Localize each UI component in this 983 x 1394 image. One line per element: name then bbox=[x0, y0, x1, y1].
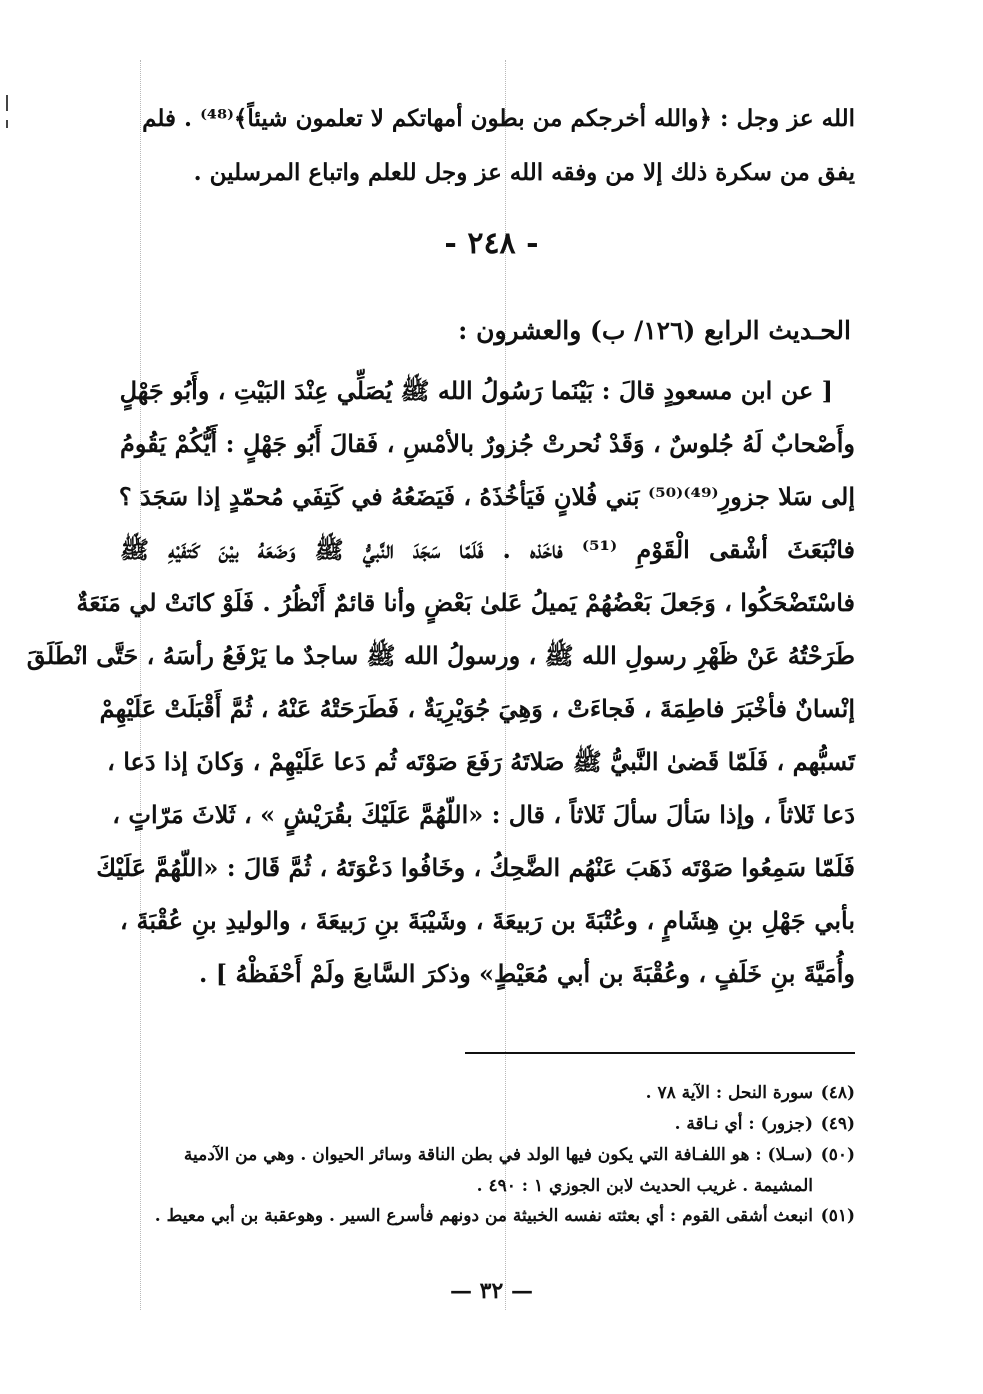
hadith-line: إلى سَلا جزورِ⁽⁴⁹⁾⁽⁵⁰⁾ بَني فُلانٍ فَيَأخُذَهُ ، فَيَضَعُهُ في كَتِفَي مُحمّدٍ إذا سَجَدَ ؟ bbox=[118, 482, 855, 511]
hadith-line: دَعا ثَلاثاً ، وإذا سَألَ سألَ ثَلاثاً ، قال : «اللّهُمَّ عَلَيْكَ بقُرَيْشٍ » ، ثَلاثَ مَرّاتٍ ، bbox=[112, 800, 855, 829]
hadith-text bbox=[26, 364, 855, 1000]
footnote-text: (جزور) : أي نـاقة . bbox=[674, 1114, 813, 1134]
scan-edge-mark bbox=[6, 120, 8, 128]
hadith-line: فَلَمّا سَمِعُوا صَوْتَه ذَهَبَ عَنْهُم الضَّحِكُ ، وخَافُوا دَعْوَتَهُ ، ثُمَّ قَالَ : «اللّهُمَّ عَلَيْكَ bbox=[96, 853, 855, 882]
footnote-text: سورة النحل : الآية ٧٨ . bbox=[645, 1083, 813, 1103]
footnote bbox=[115, 1140, 855, 1170]
page-number: — ٣٢ — bbox=[450, 1278, 533, 1304]
section-number: - ٢٤٨ - bbox=[444, 226, 539, 261]
hadith-line: تَسبُّهم ، فَلَمّا قَضىٰ النَّبيُّ ﷺ صَلاتَهُ رَفَعَ صَوْتَه ثُم دَعا عَلَيْهِمْ ، وَكانَ إذا دَعا ، bbox=[107, 747, 855, 776]
footnotes bbox=[115, 1078, 855, 1232]
footnote-continuation: المشيمة . غريب الحديث لابن الجوزي ١ : ٤٩٠ . bbox=[476, 1176, 813, 1196]
hadith-line: وأَصْحابٌ لَهُ جُلوسٌ ، وَقَدْ نُحرتْ جُزورٌ بالأمْسِ ، فَقالَ أَبُو جَهْلٍ : أَيُّكُمْ يَقُومُ bbox=[120, 429, 855, 458]
footnote bbox=[115, 1201, 855, 1231]
footnote bbox=[115, 1109, 855, 1139]
hadith-line: فاسْتَضْحَكُوا ، وَجَعلَ بَعْضُهُمْ يَميلُ عَلىٰ بَعْضٍ وأنا قائمٌ أَنْظُرُ . فَلَوْ كانَتْ لي مَنَعَةٌ bbox=[76, 588, 855, 617]
hadith-line: وأُمَيَّةَ بنِ خَلَفٍ ، وعُقْبَةَ بن أبي مُعَيْطٍ» وذكرَ السَّابعَ ولَمْ أَحْفَظْهُ ] . bbox=[199, 959, 855, 988]
hadith-line: بأبي جَهْلِ بنِ هِشَامٍ ، وعُتْبَةَ بن رَبيعَةَ ، وشَيْبَةَ بنِ رَبيعَةَ ، والوليدِ بنِ عُقْبَةَ ، bbox=[120, 906, 855, 935]
footnote-text: (سـلا) : هو اللفـافة التي يكون فيها الولد في بطن الناقة وسائر الحيوان . وهي من الآدمية bbox=[183, 1145, 813, 1165]
footnote bbox=[115, 1078, 855, 1108]
footnote-number: (٥٠) bbox=[820, 1145, 855, 1165]
heading-line: الحـديث الرابع (١٢٦/ ب) والعشرون : bbox=[458, 316, 851, 345]
footnote-number: (٤٩) bbox=[820, 1114, 855, 1134]
footnote-number: (٥١) bbox=[820, 1206, 855, 1226]
intro-paragraph bbox=[120, 92, 855, 200]
hadith-line: إنْسانٌ فأخْبَرَ فاطِمَةَ ، فَجاءَتْ ، وَهِيَ جُوَيْرِيَةٌ ، فَطَرَحَتْهُ عَنْهُ ، ثُمَّ أَقْبَلَتْ عَلَيْهِمْ bbox=[99, 694, 855, 723]
footnote-text: انبعث أشقى القوم : أي بعثته نفسه الخبيثة من دونهم فأسرع السير . وهوعقبة بن أبي معيط . bbox=[154, 1206, 813, 1226]
scan-edge-mark bbox=[6, 95, 8, 111]
hadith-line: [ عن ابن مسعودٍ قالَ : بَيْنَما رَسُولُ الله ﷺ يُصَلِّي عِنْدَ البَيْتِ ، وأَبُو جَهْلٍ bbox=[119, 376, 833, 405]
intro-line: يفق من سكرة ذلك إلا من وفقه الله عز وجل للعلم واتباع المرسلين . bbox=[193, 159, 855, 186]
hadith-line: طَرَحْتُهُ عَنْ ظَهْرِ رسولِ الله ﷺ ، ورسولُ الله ﷺ ساجدٌ ما يَرْفَعُ رأسَهُ ، حَتَّى انْطَلَقَ bbox=[26, 641, 855, 670]
intro-line: الله عز وجل : ﴿والله أخرجكم من بطون أمهاتكم لا تعلمون شيئاً﴾⁽⁴⁸⁾ . فلم bbox=[142, 105, 855, 132]
hadith-line: فانْبَعَثَ أشْقى الْقَوْمِ ⁽⁵¹⁾ فاخَذه . فَلَمّا سَجَدَ النَّبيُّ ﷺ وَضَعَهُ بيْنَ كَتفَيْهِ ﷺ bbox=[120, 535, 855, 564]
footnote-number: (٤٨) bbox=[820, 1083, 855, 1103]
footnote-divider bbox=[465, 1052, 855, 1054]
hadith-heading bbox=[131, 306, 851, 356]
